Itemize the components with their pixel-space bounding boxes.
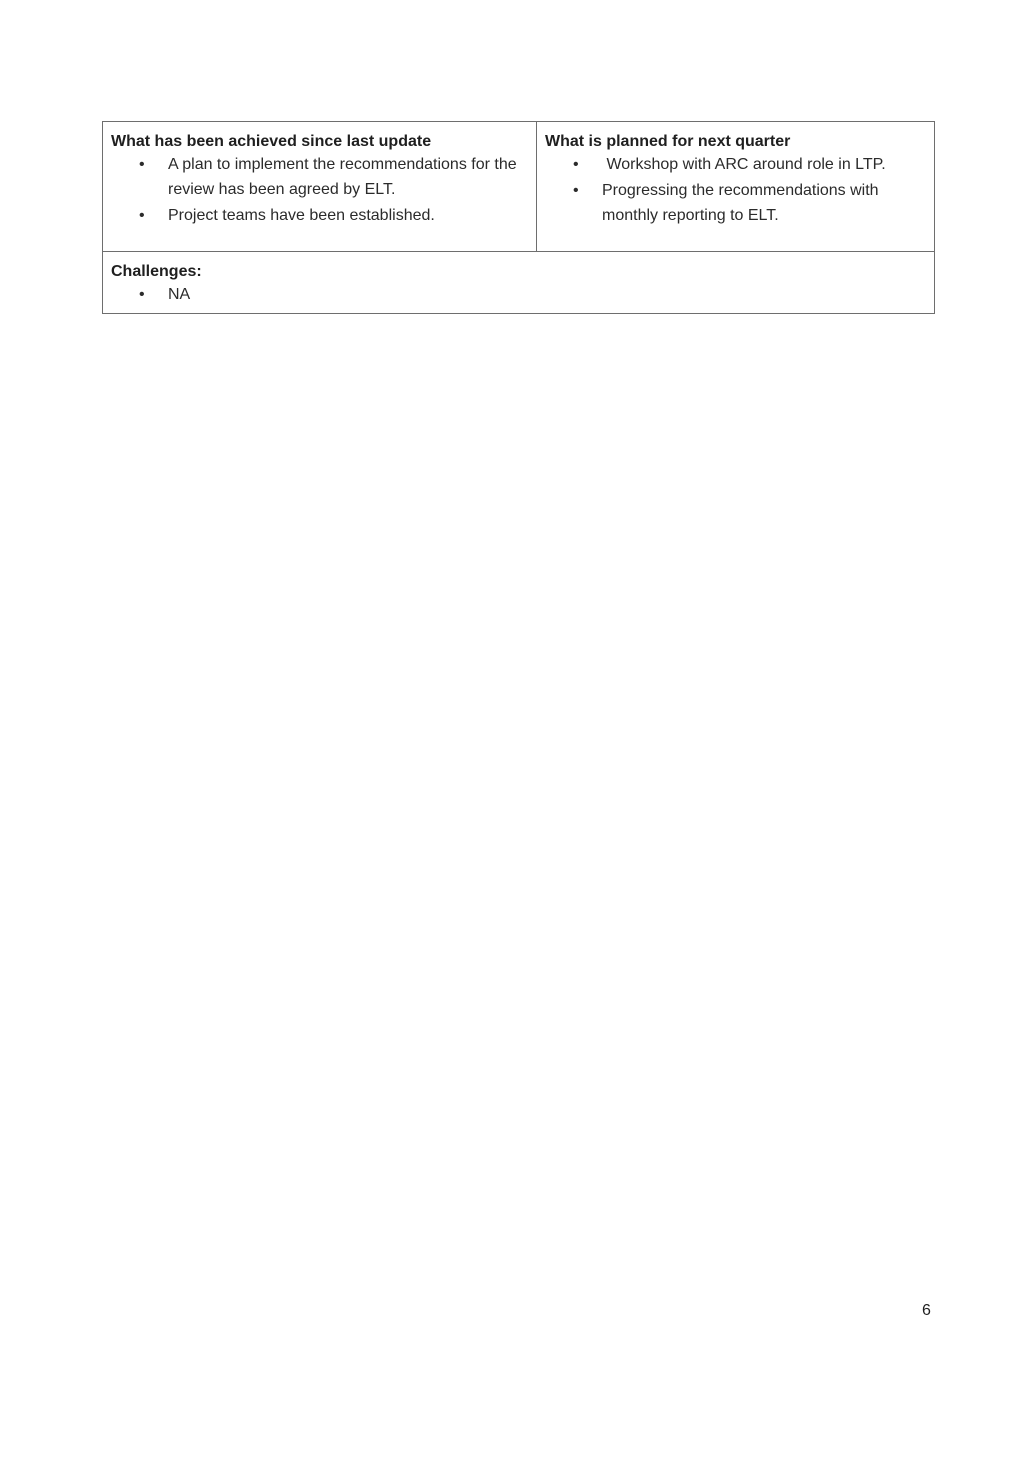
list-item-text: A plan to implement the recommendations for the review has been agreed by ELT. — [168, 156, 517, 198]
list-item-text: Project teams have been established. — [168, 207, 435, 224]
challenges-cell — [103, 252, 935, 314]
page-number: 6 — [922, 1302, 931, 1319]
bullet-icon: • — [139, 207, 145, 224]
planned-cell — [537, 122, 935, 252]
list-item — [111, 152, 528, 202]
progress-update-table — [102, 121, 935, 314]
list-item-text: NA — [168, 286, 191, 303]
list-item — [111, 203, 528, 228]
table-row — [103, 122, 935, 252]
achieved-cell — [103, 122, 537, 252]
list-item-text: Progressing the recommendations with monthly reporting to ELT. — [602, 182, 879, 224]
bullet-icon: • — [139, 156, 145, 173]
list-item — [545, 152, 926, 177]
table-row — [103, 252, 935, 314]
planned-list — [545, 152, 926, 228]
bullet-icon: • — [573, 182, 579, 199]
bullet-icon: • — [139, 286, 145, 303]
list-item-text: Workshop with ARC around role in LTP. — [602, 156, 886, 173]
achieved-list — [111, 152, 528, 228]
challenges-list — [111, 282, 926, 307]
list-item — [545, 178, 926, 228]
bullet-icon: • — [573, 156, 579, 173]
challenges-heading: Challenges: — [111, 263, 202, 280]
list-item — [111, 282, 926, 307]
planned-heading: What is planned for next quarter — [545, 133, 791, 150]
achieved-heading: What has been achieved since last update — [111, 133, 432, 150]
